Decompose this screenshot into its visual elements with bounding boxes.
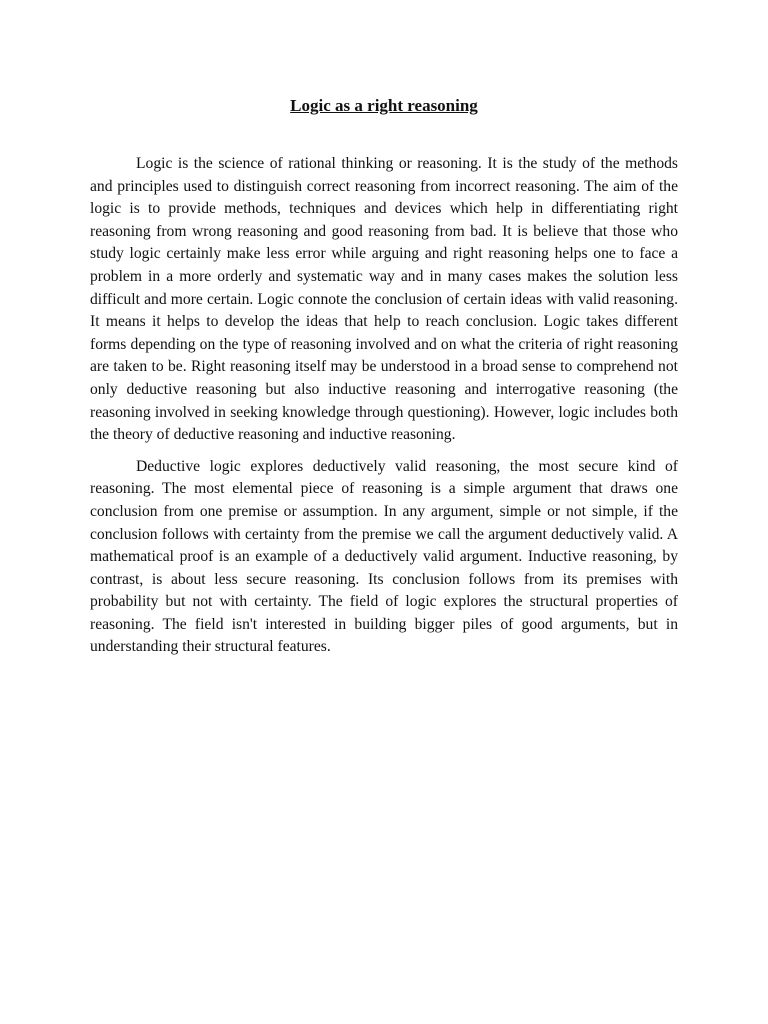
paragraph-2: Deductive logic explores deductively valid reasoning, the most secure kind of reasoning. The most elemental piece of reasoning is a simple argument that draws one conclusion from one premise or assumption. In any argument, simple or not simple, if the conclusion follows with certainty from the premise we call the argument deductively valid. A mathematical proof is an example of a deductively valid argument. Inductive reasoning, by contrast, is about less secure reasoning. Its conclusion follows from its premises with probability but not with certainty. The field of logic explores the structural properties of reasoning. The field isn't interested in building bigger piles of good arguments, but in understanding their structural features. bbox=[90, 457, 678, 656]
document-body bbox=[90, 153, 678, 668]
paragraph-1: Logic is the science of rational thinking or reasoning. It is the study of the methods and principles used to distinguish correct reasoning from incorrect reasoning. The aim of the logic is to provide methods, techniques and devices which help in differentiating right reasoning from wrong reasoning and good reasoning from bad. It is believe that those who study logic certainly make less error while arguing and right reasoning helps one to face a problem in a more orderly and systematic way and in many cases makes the solution less difficult and more certain. Logic connote the conclusion of certain ideas with valid reasoning. It means it helps to develop the ideas that help to reach conclusion. Logic takes different forms depending on the type of reasoning involved and on what the criteria of right reasoning are taken to be. Right reasoning itself may be understood in a broad sense to comprehend not only deductive reasoning but also inductive reasoning and interrogative reasoning (the reasoning involved in seeking knowledge through questioning). However, logic includes both the theory of deductive reasoning and inductive reasoning. bbox=[90, 155, 678, 444]
document-title: Logic as a right reasoning bbox=[290, 96, 478, 115]
